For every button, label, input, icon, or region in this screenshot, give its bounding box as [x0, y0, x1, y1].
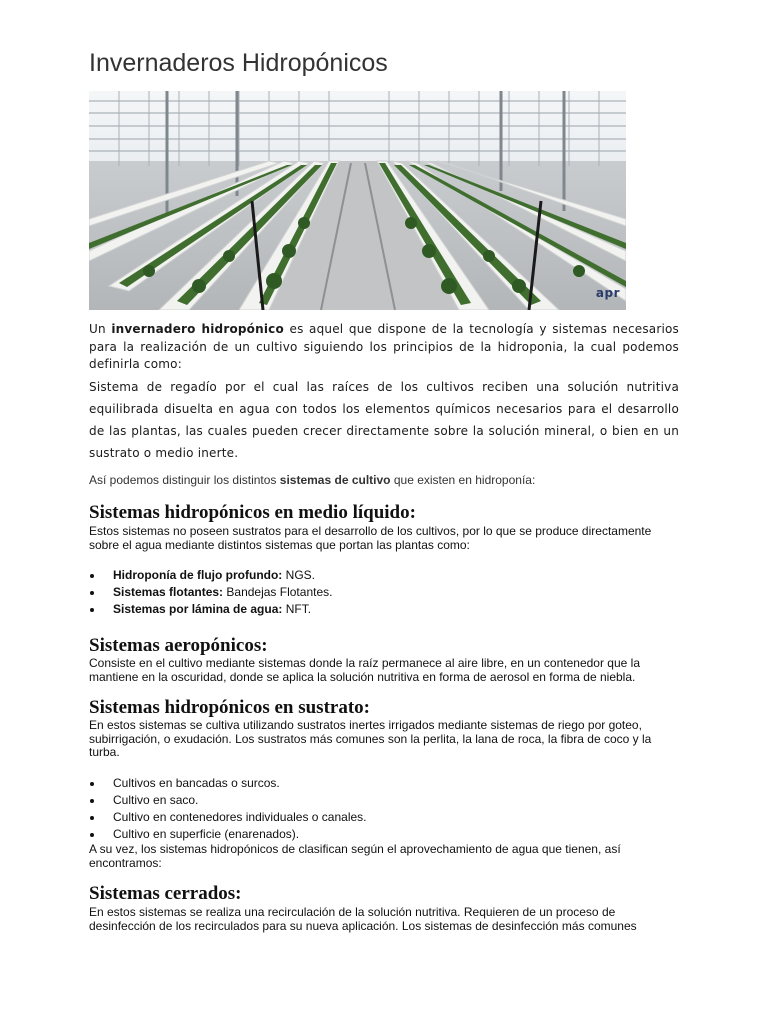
intro-paragraph — [89, 321, 679, 374]
heading-closed: Sistemas cerrados: — [89, 883, 242, 904]
distinguish-text-1: Así podemos distinguir los distintos — [89, 473, 277, 487]
liquid-list — [89, 567, 332, 618]
liquid-paragraph: Estos sistemas no poseen sustratos para el desarrollo de los cultivos, por lo que se produce directamente sobre el agua mediante distintos sistemas que portan las plantas como: — [89, 524, 652, 552]
list-item-text: NFT. — [285, 602, 312, 616]
heading-substrate: Sistemas hidropónicos en sustrato: — [89, 697, 370, 718]
list-item — [89, 601, 332, 618]
heading-aero: Sistemas aeropónicos: — [89, 635, 268, 656]
closed-paragraph: En estos sistemas se realiza una recirculación de la solución nutritiva. Requieren de un proceso de desinfección de los recirculados para su nueva aplicación. Los sistemas de desinfección más comunes — [89, 905, 637, 933]
list-item-text: NGS. — [285, 568, 315, 582]
list-item: Cultivos en bancadas o surcos. — [89, 775, 367, 792]
list-item: Cultivo en saco. — [89, 792, 367, 809]
apr-logo-text: apr — [595, 286, 620, 300]
classification-paragraph: A su vez, los sistemas hidropónicos de clasifican según el aprovechamiento de agua que tienen, así encontramos: — [89, 842, 621, 870]
list-item-term: Sistemas flotantes: — [113, 585, 224, 599]
distinguish-bold: sistemas de cultivo — [279, 473, 391, 487]
intro-text-1: Un — [89, 322, 106, 336]
distinguish-paragraph — [89, 473, 535, 487]
list-item — [89, 567, 332, 584]
distinguish-text-2: que existen en hidroponía: — [393, 473, 536, 487]
definition-paragraph: Sistema de regadío por el cual las raíces de los cultivos reciben una solución nutritiva equilibrada disuelta en agua con todos los elementos químicos necesarios para el desarrollo de las plantas, las cuales pueden crecer directamente sobre la solución mineral, o bien en un sustrato o medio inerte. — [89, 380, 679, 460]
list-item: Cultivo en superficie (enarenados). — [89, 826, 367, 843]
page-title: Invernaderos Hidropónicos — [89, 49, 388, 77]
list-item-term: Hidroponía de flujo profundo: — [113, 568, 283, 582]
heading-liquid: Sistemas hidropónicos en medio líquido: — [89, 502, 416, 523]
substrate-paragraph: En estos sistemas se cultiva utilizando sustratos inertes irrigados mediante sistemas de riego por goteo, subirrigación, o exudación. Los sustratos más comunes son la perlita, la lana de roca, la fibra de coco y la turba. — [89, 718, 652, 759]
greenhouse-illustration — [89, 91, 626, 310]
substrate-list — [89, 775, 367, 843]
list-item: Cultivo en contenedores individuales o canales. — [89, 809, 367, 826]
list-item-text: Bandejas Flotantes. — [226, 585, 333, 599]
intro-bold-term: invernadero hidropónico — [111, 322, 284, 336]
aero-paragraph: Consiste en el cultivo mediante sistemas donde la raíz permanece al aire libre, en un contenedor que la mantiene en la oscuridad, donde se aplica la solución nutritiva en forma de aerosol en forma de niebla. — [89, 656, 640, 684]
greenhouse-photo — [89, 91, 626, 310]
list-item — [89, 584, 332, 601]
list-item-term: Sistemas por lámina de agua: — [113, 602, 283, 616]
intro-text-2: es aquel que dispone de la tecnología y sistemas necesarios para la realización de un cultivo siguiendo los principios de la hidroponia, la cual podemos definirla como: — [89, 322, 679, 371]
